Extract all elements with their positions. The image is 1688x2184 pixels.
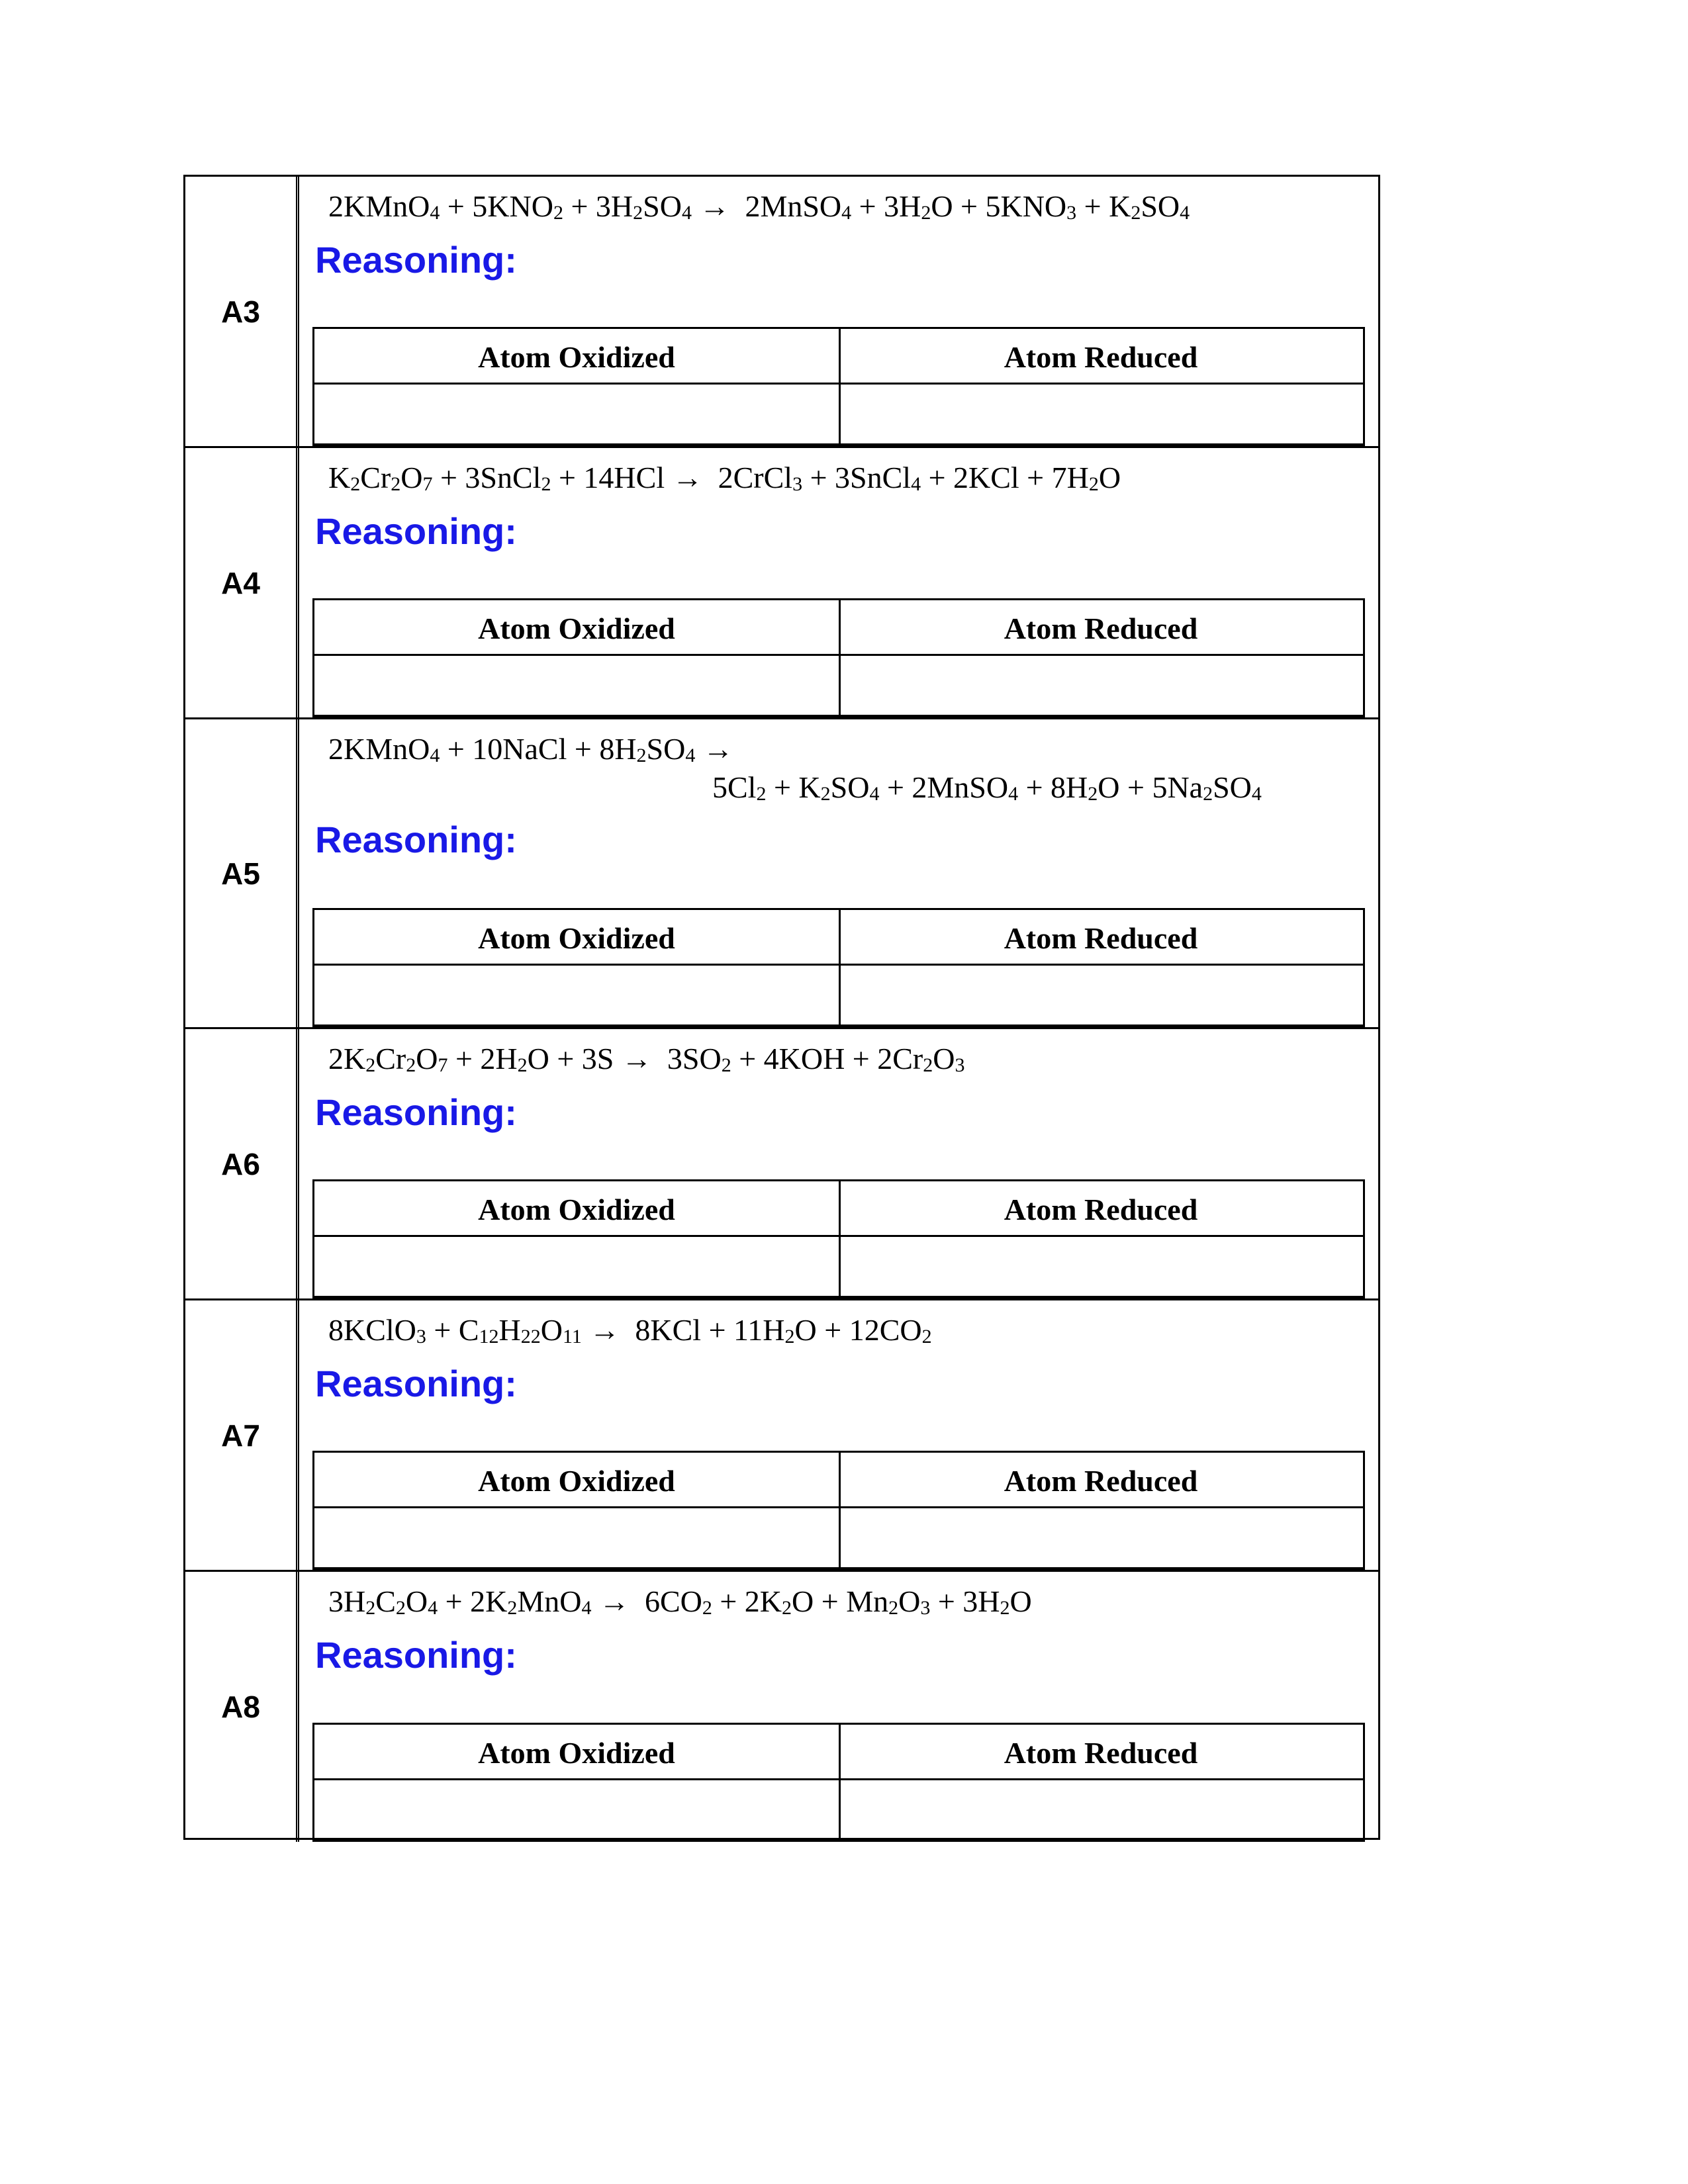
- atom-reduced-answer-cell[interactable]: [839, 1237, 1363, 1296]
- question-number: A4: [185, 448, 299, 717]
- atom-oxidized-answer-cell[interactable]: [314, 1508, 839, 1567]
- atom-reduced-header: Atom Reduced: [1004, 1735, 1198, 1770]
- question-content: [299, 719, 1378, 1027]
- atom-reduced-header: Atom Reduced: [1004, 340, 1198, 374]
- question-content: [299, 1572, 1378, 1842]
- atom-oxidized-header: Atom Oxidized: [478, 611, 675, 645]
- atom-reduced-answer-cell[interactable]: [839, 656, 1363, 715]
- reasoning-label: Reasoning:: [315, 819, 517, 860]
- chemical-equation: $3H_2C_2O_4 + 2K_2MnO_4 \to 6CO_2 + 2K_2O + Mn_2O_3 + 3H_2O$: [328, 1584, 1032, 1619]
- atom-oxidized-header: Atom Oxidized: [478, 1192, 675, 1226]
- question-number: A5: [185, 719, 299, 1027]
- atom-reduced-answer-cell[interactable]: [839, 1508, 1363, 1567]
- chemical-equation: $K_2Cr_2O_7$ + 3SnCl$_2$ + 14HCl → 2CrCl$_3$ + 3SnCl$_4$ + $2KCl + 7H_2O$: [328, 461, 1121, 495]
- atom-oxidized-header: Atom Oxidized: [478, 340, 675, 374]
- atom-reduced-header: Atom Reduced: [1004, 611, 1198, 645]
- atom-oxidized-header: Atom Oxidized: [478, 1463, 675, 1498]
- atom-reduced-header: Atom Reduced: [1004, 1463, 1198, 1498]
- question-content: [299, 448, 1378, 717]
- question-number: A6: [185, 1029, 299, 1298]
- answer-table: [312, 598, 1365, 717]
- atom-reduced-header: Atom Reduced: [1004, 1192, 1198, 1226]
- question-content: [299, 177, 1378, 446]
- question-number: A7: [185, 1300, 299, 1570]
- chemical-equation: 2KMnO$_4$ + $5KNO_2 + 3H_2SO_4$ → 2MnSO$_4$ + $3H_2O + 5KNO_3 + K_2SO_4$: [328, 189, 1190, 224]
- question-row-a7: [185, 1300, 1378, 1572]
- question-content: [299, 1300, 1378, 1570]
- reasoning-label: Reasoning:: [315, 510, 517, 552]
- question-row-a3: [185, 177, 1378, 448]
- reasoning-label: Reasoning:: [315, 1091, 517, 1133]
- question-row-a5: [185, 719, 1378, 1029]
- question-number: A3: [185, 177, 299, 446]
- answer-table: [312, 1451, 1365, 1570]
- answer-table: [312, 1723, 1365, 1842]
- atom-oxidized-header: Atom Oxidized: [478, 1735, 675, 1770]
- worksheet-table: [183, 175, 1380, 1840]
- atom-oxidized-header: Atom Oxidized: [478, 921, 675, 955]
- atom-oxidized-answer-cell[interactable]: [314, 1237, 839, 1296]
- atom-reduced-answer-cell[interactable]: [839, 966, 1363, 1024]
- answer-table: [312, 1179, 1365, 1298]
- question-row-a8: [185, 1572, 1378, 1842]
- atom-reduced-header: Atom Reduced: [1004, 921, 1198, 955]
- answer-table: [312, 327, 1365, 446]
- chemical-equation: 8KClO$_3$ + $C_{12}H_{22}O_{11} \to 8KCl + 11H_2O + 12CO_2$: [328, 1313, 932, 1347]
- atom-oxidized-answer-cell[interactable]: [314, 966, 839, 1024]
- chemical-equation: 2KMnO$_4$ + 10NaCl + $8H_2SO_4$ →: [328, 732, 733, 766]
- question-number: A8: [185, 1572, 299, 1842]
- chemical-equation-continuation: $5Cl_2 + K_2SO_4$ + 2MnSO$_4$ + $8H_2O + 5Na_2SO_4$: [712, 770, 1262, 805]
- question-row-a6: [185, 1029, 1378, 1300]
- atom-oxidized-answer-cell[interactable]: [314, 385, 839, 443]
- reasoning-label: Reasoning:: [315, 239, 517, 281]
- atom-reduced-answer-cell[interactable]: [839, 1780, 1363, 1839]
- atom-reduced-answer-cell[interactable]: [839, 385, 1363, 443]
- atom-oxidized-answer-cell[interactable]: [314, 656, 839, 715]
- atom-oxidized-answer-cell[interactable]: [314, 1780, 839, 1839]
- question-content: [299, 1029, 1378, 1298]
- question-row-a4: [185, 448, 1378, 719]
- reasoning-label: Reasoning:: [315, 1363, 517, 1404]
- reasoning-label: Reasoning:: [315, 1634, 517, 1676]
- answer-table: [312, 908, 1365, 1027]
- chemical-equation: $2K_2Cr_2O_7 + 2H_2O + 3S \to 3SO_2 + 4KOH + 2Cr_2O_3$: [328, 1042, 965, 1076]
